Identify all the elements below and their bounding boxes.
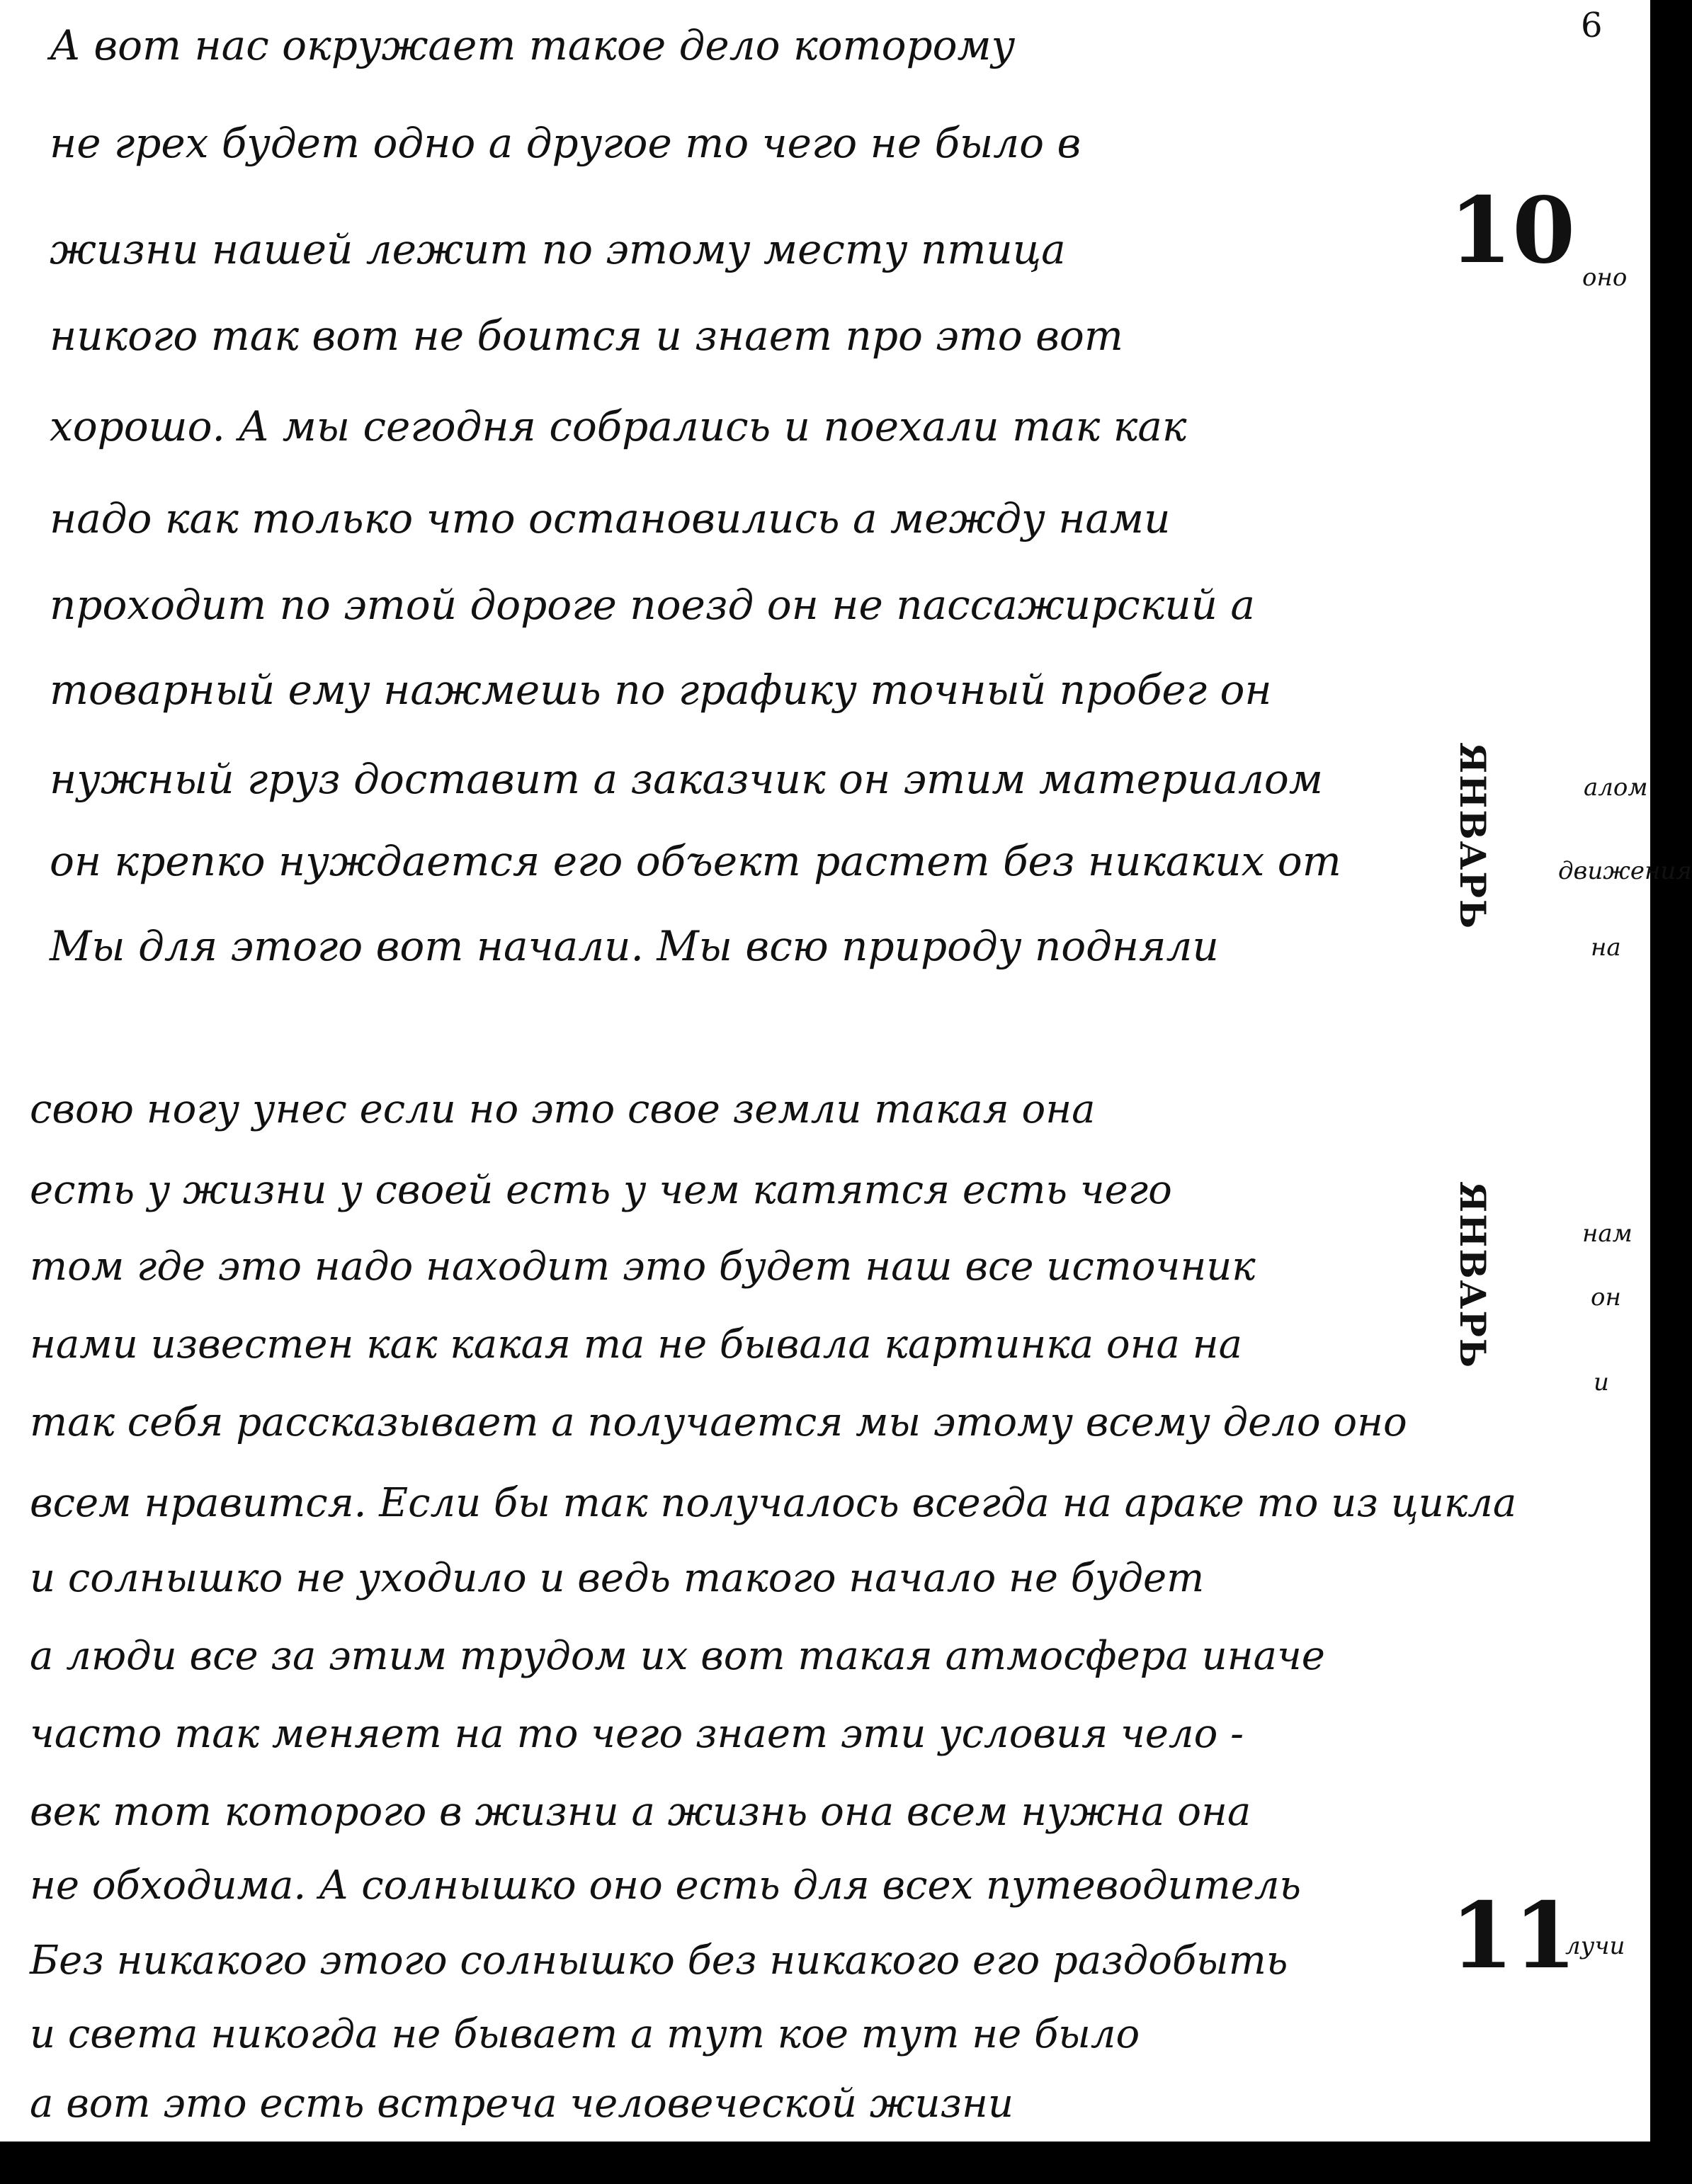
- handwritten-line: жизни нашей лежит по этому месту птица: [50, 225, 1066, 273]
- margin-word-top-right: оно: [1582, 263, 1628, 292]
- margin-word-right-5: он: [1591, 1283, 1621, 1312]
- page-number: 6: [1581, 6, 1603, 45]
- handwritten-line: товарный ему нажмешь по графику точный пробег он: [50, 666, 1272, 714]
- calendar-month-label: ЯНВАРЬ: [1452, 1181, 1494, 1370]
- handwritten-line: Без никакого этого солнышко без никакого его раздобыть: [30, 1938, 1288, 1984]
- handwritten-line: Мы для этого вот начали. Мы всю природу подняли: [50, 922, 1219, 970]
- margin-word-right-4: нам: [1582, 1219, 1633, 1248]
- handwritten-line: есть у жизни у своей есть у чем катятся есть чего: [30, 1167, 1172, 1213]
- handwritten-line: всем нравится. Если бы так получалось всегда на араке то из цикла: [30, 1480, 1517, 1526]
- handwritten-line: надо как только что остановились а между нами: [50, 494, 1171, 542]
- handwritten-line: нами известен как какая та не бывала картинка она на: [30, 1321, 1242, 1367]
- handwritten-line: хорошо. А мы сегодня собрались и поехали так как: [50, 402, 1187, 450]
- calendar-month-label: ЯНВАРЬ: [1452, 742, 1494, 931]
- handwritten-line: а люди все за этим трудом их вот такая атмосфера иначе: [30, 1633, 1325, 1679]
- handwritten-line: свою ногу унес если но это свое земли такая она: [30, 1086, 1096, 1132]
- handwritten-line: проходит по этой дороге поезд он не пассажирский а: [50, 581, 1255, 629]
- handwritten-line: и солнышко не уходило и ведь такого начало не будет: [30, 1555, 1205, 1601]
- handwritten-line: не грех будет одно а другое то чего не было в: [50, 119, 1081, 167]
- handwritten-line: том где это надо находит это будет наш все источник: [30, 1244, 1256, 1290]
- handwritten-line: А вот нас окружает такое дело которому: [50, 21, 1016, 69]
- calendar-day-number: 11: [1450, 1883, 1577, 1989]
- handwritten-line: так себя рассказывает а получается мы этому всему дело оно: [30, 1399, 1407, 1445]
- margin-word-right-2: движения: [1558, 857, 1692, 885]
- handwritten-line: нужный груз доставит а заказчик он этим материалом: [50, 755, 1323, 803]
- calendar-day-number: 10: [1449, 178, 1576, 284]
- handwritten-line: никого так вот не боится и знает про это вот: [50, 312, 1123, 360]
- margin-word-right-3: на: [1591, 933, 1621, 962]
- scan-border: [0, 2142, 1671, 2184]
- handwritten-line: век тот которого в жизни а жизнь она всем нужна она: [30, 1789, 1251, 1835]
- handwritten-line: часто так меняет на то чего знает эти условия чело -: [30, 1711, 1244, 1757]
- handwritten-line: не обходима. А солнышко оно есть для всех путеводитель: [30, 1862, 1302, 1909]
- handwritten-line: а вот это есть встреча человеческой жизни: [30, 2081, 1014, 2127]
- margin-word-right-6: и: [1594, 1368, 1609, 1397]
- margin-word-bottom-right: лучи: [1565, 1932, 1625, 1960]
- handwritten-line: он крепко нуждается его объект растет без никаких от: [50, 837, 1341, 885]
- handwritten-line: и света никогда не бывает а тут кое тут не было: [30, 2011, 1140, 2057]
- margin-word-right-1: алом: [1584, 773, 1648, 802]
